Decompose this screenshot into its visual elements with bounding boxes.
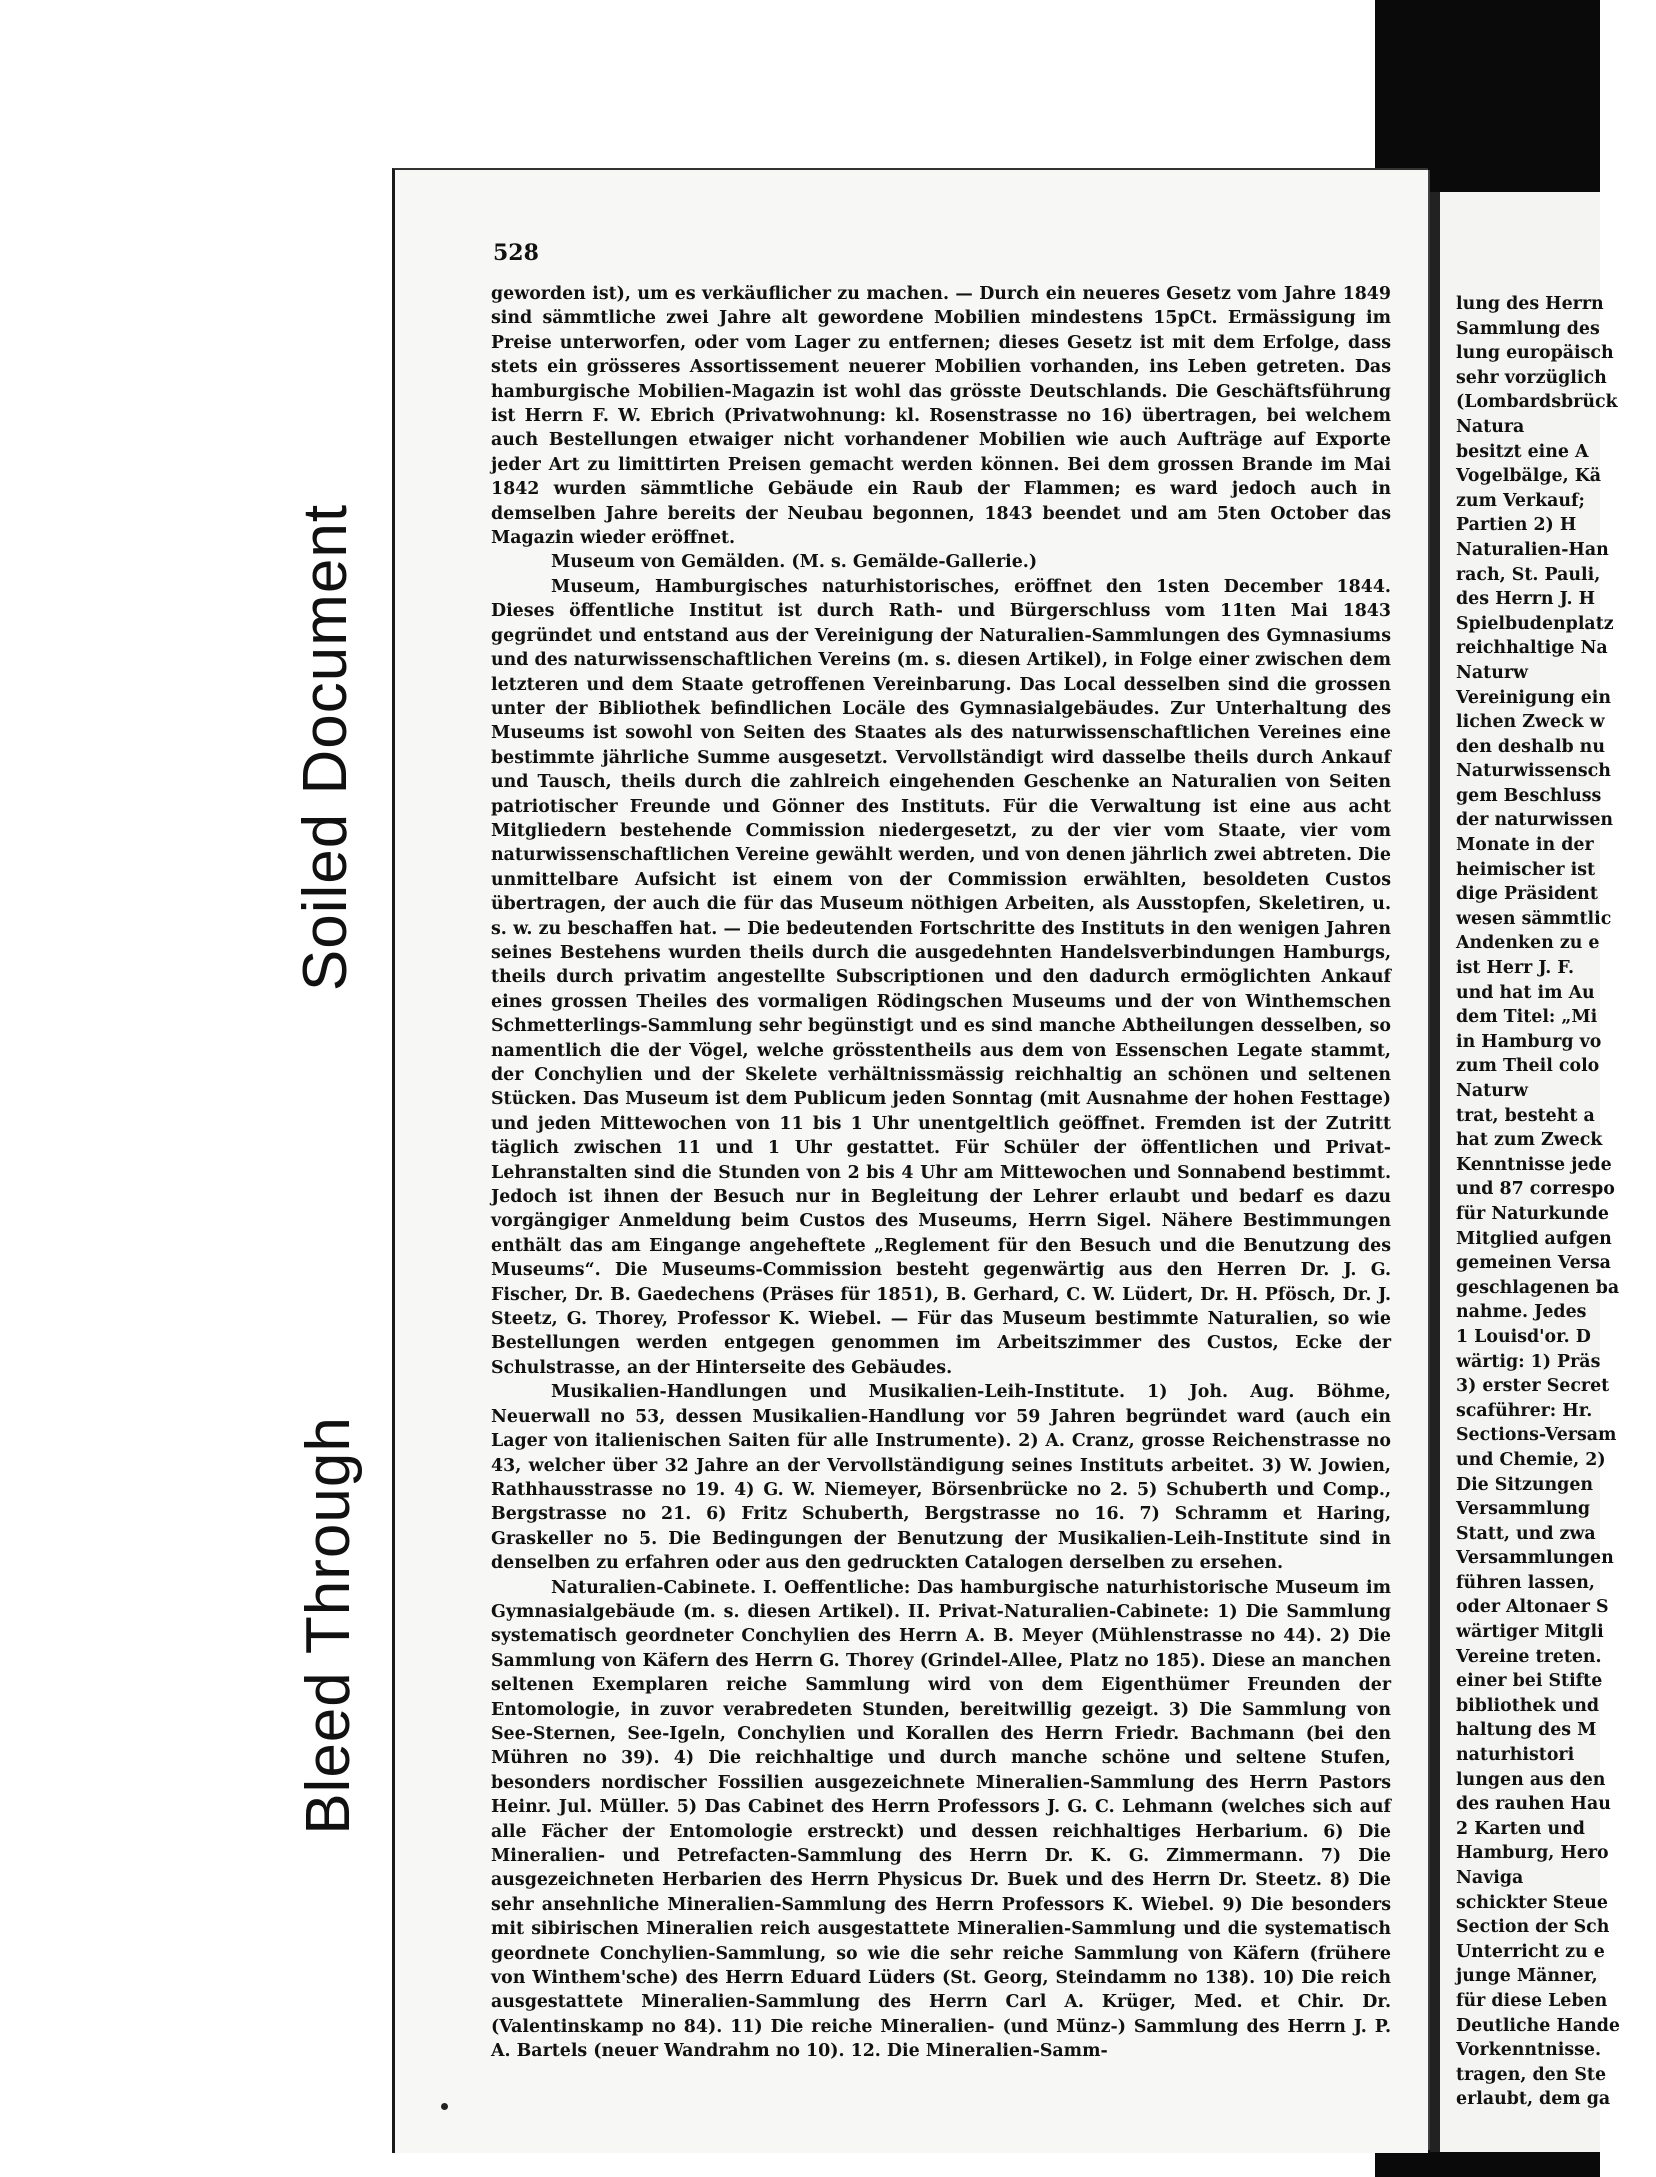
right-page-line: Spielbudenplatz — [1456, 613, 1614, 634]
right-page-line: erlaubt, dem ga — [1456, 2089, 1611, 2110]
right-page-text — [1456, 292, 1656, 2112]
right-page-line: Hamburg, Hero — [1456, 1843, 1609, 1864]
right-page-line: Natura — [1456, 416, 1525, 437]
right-page-line: Sections-Versam — [1456, 1425, 1617, 1446]
right-page-line: Vorkenntnisse. — [1456, 2040, 1602, 2061]
right-page-line: Naviga — [1456, 1868, 1524, 1888]
paragraph-museum-gemaelden: Museum von Gemälden. (M. s. Gemälde-Gallerie.) — [551, 552, 1038, 573]
right-page-line: ist Herr J. F. — [1456, 958, 1574, 979]
paragraph-musikalien: Musikalien-Handlungen und Musikalien-Leih-Institute. 1) Joh. Aug. Böhme, Neuerwall no 53, dessen Musikalien-Handlung vor 59 Jahren begründet ward (auch ein Lager von italienischen Saiten für alle Instrumente). 2) A. Cranz, grosse Reichenstrasse no 43, welcher über 32 Jahre an der Vervollständigung seines Instituts arbeitet. 3) W. Jowien, Rathhausstrasse no 19. 4) G. W. Niemeyer, Börsenbrücke no 2. 5) Schuberth und Comp., Bergstrasse no 21. 6) Fritz Schuberth, Bergstrasse no 16. 7) Schramm et Haring, Graskeller no 5. Die Bedingungen der Benutzung der Musikalien-Leih-Institute sind in denselben zu erfahren oder aus den gedruckten Catalogen derselben zu ersehen. — [491, 1382, 1391, 1574]
right-page-line: haltung des M — [1456, 1720, 1597, 1741]
right-page-line: Vogelbälge, Kä — [1456, 466, 1602, 487]
right-page-line: reichhaltige Na — [1456, 638, 1608, 659]
right-page-line: Unterricht zu e — [1456, 1941, 1605, 1962]
right-page-line: Section der Sch — [1456, 1917, 1610, 1938]
right-page-line: für Naturkunde — [1456, 1203, 1609, 1224]
right-page-line: und 87 correspo — [1456, 1179, 1615, 1200]
right-page-line: gem Beschluss — [1456, 785, 1602, 806]
right-page-line: trat, besteht a — [1456, 1105, 1595, 1126]
right-page-line: zum Verkauf; — [1456, 490, 1585, 511]
right-page-line: Naturalien-Han — [1456, 539, 1609, 560]
right-page-line: oder Altonaer S — [1456, 1597, 1609, 1618]
left-page — [392, 168, 1428, 2153]
soiled-document-label-text: Soiled Document — [291, 503, 361, 991]
right-page-line: Vereine treten. — [1456, 1646, 1602, 1667]
right-page-line: gemeinen Versa — [1456, 1253, 1611, 1274]
right-page-line: geschlagenen ba — [1456, 1277, 1620, 1298]
right-page-line: einer bei Stifte — [1456, 1671, 1603, 1692]
right-page-line: den deshalb nu — [1456, 736, 1605, 757]
right-page-line: sehr vorzüglich — [1456, 367, 1607, 388]
right-page-line: wesen sämmtlic — [1456, 908, 1612, 929]
right-page-line: Die Sitzungen — [1456, 1474, 1594, 1495]
right-page-line: nahme. Jedes — [1456, 1302, 1587, 1323]
right-page-line: lungen aus den — [1456, 1769, 1606, 1790]
right-page-line: des rauhen Hau — [1456, 1794, 1611, 1815]
right-page-line: Statt, und zwa — [1456, 1523, 1596, 1544]
dust-speck — [441, 2103, 448, 2110]
right-page-line: in Hamburg vo — [1456, 1031, 1602, 1052]
right-page-line: Naturwissensch — [1456, 761, 1611, 782]
paragraph-mobilien: geworden ist), um es verkäuflicher zu machen. — Durch ein neueres Gesetz vom Jahre 1849 sind sämmtliche zwei Jahre alt gewordene Mobilien mindestens 15pCt. Ermässigung im Preise unterworfen, oder vom Lager zu entfernen; dieses Gesetz ist mit dem Erfolge, dass stets ein grösseres Assortissement neuerer Mobilien vorhanden, ins Leben getreten. Das hamburgische Mobilien-Magazin ist wohl das grösste Deutschlands. Die Geschäftsführung ist Herrn F. W. Ebrich (Privatwohnung: kl. Rosenstrasse no 16) übertragen, bei welchem auch Bestellungen etwaiger nicht vorhandener Mobilien wie auch Aufträge auf Exporte jeder Art zu limittirten Preisen gemacht werden können. Bei dem grossen Brande im Mai 1842 wurden sämmtliche Gebäude ein Raub der Flammen; es ward jedoch auch in demselben Jahre bereits der Neubau begonnen, 1843 beendet und am 5ten October das Magazin wieder eröffnet. — [491, 284, 1391, 549]
right-page-line: Naturw — [1456, 1081, 1528, 1101]
right-page-line: Versammlungen — [1456, 1548, 1614, 1569]
right-page-line: junge Männer, — [1456, 1966, 1598, 1987]
right-page-line: Deutliche Hande — [1456, 2015, 1620, 2036]
right-page-line: wärtiger Mitgli — [1456, 1622, 1604, 1643]
paragraph-museum-naturhistorisch: Museum, Hamburgisches naturhistorisches, eröffnet den 1sten December 1844. Dieses öffentliche Institut ist durch Rath- und Bürgerschluss vom 11ten Mai 1843 gegründet und entstand aus der Vereinigung der Naturalien-Sammlungen des Gymnasiums und des naturwissenschaftlichen Vereins (m. s. diesen Artikel), in Folge einer zwischen dem letzteren und dem Staate getroffenen Vereinbarung. Das Local desselben sind die grossen unter der Bibliothek befindlichen Locäle des Gymnasialgebäudes. Zur Unterhaltung des Museums ist sowohl von Seiten des Staates als des naturwissenschaftlichen Vereines eine bestimmte jährliche Summe ausgesetzt. Vervollständigt wird dasselbe theils durch Ankauf und Tausch, theils durch die zahlreich eingehenden Geschenke an Naturalien von Seiten patriotischer Freunde und Gönner des Instituts. Für die Verwaltung ist eine aus acht Mitgliedern bestehende Commission niedergesetzt, zu der vier vom Staate, vier vom naturwissenschaftlichen Vereine gewählt werden, und von denen jährlich zwei abtreten. Die unmittelbare Aufsicht ist einem von der Commission erwählten, besoldeten Custos übertragen, der auch die für das Museum nöthigen Arbeiten, als Ausstopfen, Skeletiren, u. s. w. zu beschaffen hat. — Die bedeutenden Fortschritte des Instituts in den wenigen Jahren seines Bestehens wurden theils durch die ausgedehnten Handelsverbindungen Hamburgs, theils durch privatim angestellte Subscriptionen und den dadurch ermöglichten Ankauf eines grossen Theiles des vormaligen Rödingschen Museums und der von Winthemschen Schmetterlings-Sammlung sehr begünstigt und es sind manche Abtheilungen desselben, so namentlich die der Vögel, welche grösstentheils aus dem von Essenschen Legate stammt, der Conchylien und der Skelete verhältnissmässig reichhaltig an schönen und seltenen Stücken. Das Museum ist dem Publicum jeden Sonntag (mit Ausnahme der hohen Festtage) und jeden Mittewochen von 11 bis 1 Uhr unentgeltlich geöffnet. Fremden ist der Zutritt täglich zwischen 11 und 1 Uhr gestattet. Für Schüler der öffentlichen und Privat-Lehranstalten sind die Stunden von 2 bis 4 Uhr am Mittewochen und Sonnabend bestimmt. Jedoch ist ihnen der Besuch nur in Begleitung der Lehrer erlaubt und bedarf es dazu vorgängiger Anmeldung beim Custos des Museums, Herrn Sigel. Nähere Bestimmungen enthält das am Eingange angeheftete „Reglement für den Besuch und die Benutzung des Museums“. Die Museums-Commission besteht gegenwärtig aus den Herren Dr. J. G. Fischer, Dr. B. Gaedechens (Präses für 1851), B. Gerhard, C. W. Lüdert, Dr. H. Pfösch, Dr. J. Steetz, G. Thorey, Professor K. Wiebel. — Für das Museum bestimmte Naturalien, so wie Bestellungen werden entgegen genommen im Arbeitszimmer des Custos, Ecke der Schulstrasse, an der Hinterseite des Gebäudes. — [491, 576, 1391, 1378]
right-page-line: Kenntnisse jede — [1456, 1154, 1612, 1175]
right-page-fragment — [1430, 192, 1620, 2152]
bleed-through-label-text: Bleed Through — [293, 1415, 363, 1835]
right-page-line: Vereinigung ein — [1456, 687, 1612, 708]
right-page-line: der naturwissen — [1456, 810, 1614, 831]
right-page-line: naturhistori — [1456, 1745, 1575, 1766]
right-page-line: (Lombardsbrück — [1456, 392, 1618, 413]
bleed-through-label — [276, 1330, 380, 1920]
right-page-line: dige Präsident — [1456, 884, 1598, 905]
right-page-line: lung des Herrn — [1456, 294, 1604, 314]
right-page-line: zum Theil colo — [1456, 1056, 1600, 1077]
right-page-line: dem Titel: „Mi — [1456, 1007, 1598, 1028]
page-body — [491, 282, 1391, 2064]
right-page-line: scaführer: Hr. — [1456, 1400, 1593, 1421]
right-page-line: besitzt eine A — [1456, 441, 1589, 462]
right-page-line: hat zum Zweck — [1456, 1130, 1603, 1151]
right-page-line: Monate in der — [1456, 835, 1594, 856]
right-page-line: Partien 2) H — [1456, 515, 1577, 536]
right-page-line: Versammlung — [1456, 1499, 1591, 1520]
page-number: 528 — [493, 240, 539, 266]
right-page-line: Andenken zu e — [1456, 933, 1600, 954]
right-page-line: lung europäisch — [1456, 343, 1614, 364]
right-page-line: Naturw — [1456, 662, 1528, 683]
right-page-line: heimischer ist — [1456, 859, 1596, 880]
right-page-line: Mitglied aufgen — [1456, 1228, 1612, 1249]
right-page-line: rach, St. Pauli, — [1456, 564, 1601, 585]
right-page-line: für diese Leben — [1456, 1990, 1608, 2011]
right-page-line: und hat im Au — [1456, 982, 1595, 1003]
right-page-line: tragen, den Ste — [1456, 2064, 1607, 2085]
right-page-line: Sammlung des — [1456, 318, 1600, 339]
right-page-line: führen lassen, — [1456, 1572, 1595, 1593]
right-page-line: 3) erster Secret — [1456, 1376, 1610, 1397]
right-page-line: des Herrn J. H — [1456, 589, 1596, 610]
right-page-line: lichen Zweck w — [1456, 712, 1605, 733]
right-page-line: bibliothek und — [1456, 1695, 1600, 1716]
right-page-line: 2 Karten und — [1456, 1818, 1585, 1839]
soiled-document-label — [278, 452, 374, 1042]
right-page-spine — [1430, 192, 1440, 2152]
right-page-line: schickter Steue — [1456, 1892, 1608, 1913]
right-page-line: und Chemie, 2) — [1456, 1449, 1606, 1470]
paragraph-naturalien-cabinete: Naturalien-Cabinete. I. Oeffentliche: Das hamburgische naturhistorische Museum im Gymnasialgebäude (m. s. diesen Artikel). II. Privat-Naturalien-Cabinete: 1) Die Sammlung systematisch geordneter Conchylien des Herrn A. B. Meyer (Mühlenstrasse no 44). 2) Die Sammlung von Käfern des Herrn G. Thorey (Grindel-Allee, Platz no 185). Diese an manchen seltenen Exemplaren reiche Sammlung wird von dem Eigenthümer Freunden der Entomologie, in zuvor verabredeten Stunden, bereitwillig gezeigt. 3) Die Sammlung von See-Sternen, See-Igeln, Conchylien und Korallen des Herrn Friedr. Bachmann (bei den Mühren no 39). 4) Die reichhaltige und durch manche schöne und seltene Stufen, besonders nordischer Fossilien ausgezeichnete Mineralien-Sammlung des Herrn Pastors Heinr. Jul. Müller. 5) Das Cabinet des Herrn Professors J. G. C. Lehmann (welches sich auf alle Fächer der Entomologie erstreckt) und dessen reichhaltiges Herbarium. 6) Die Mineralien- und Petrefacten-Sammlung des Herrn Dr. K. G. Zimmermann. 7) Die ausgezeichneten Herbarien des Herrn Physicus Dr. Buek und des Herrn Dr. Steetz. 8) Die sehr ansehnliche Mineralien-Sammlung des Herrn Professors K. Wiebel. 9) Die besonders mit sibirischen Mineralien reich ausgestattete Mineralien-Sammlung und die systematisch geordnete Conchylien-Sammlung, so wie die sehr reiche Sammlung von Käfern (frühere von Winthem'sche) des Herrn Eduard Lüders (St. Georg, Steindamm no 138). 10) Die reich ausgestattete Mineralien-Sammlung des Herrn Carl A. Krüger, Med. et Chir. Dr. (Valentinskamp no 84). 11) Die reiche Mineralien- (und Münz-) Sammlung des Herrn J. P. A. Bartels (neuer Wandrahm no 10). 12. Die Mineralien-Samm- — [491, 1577, 1391, 2062]
right-page-line: wärtig: 1) Präs — [1456, 1351, 1601, 1372]
right-page-line: 1 Louisd'or. D — [1456, 1326, 1591, 1347]
